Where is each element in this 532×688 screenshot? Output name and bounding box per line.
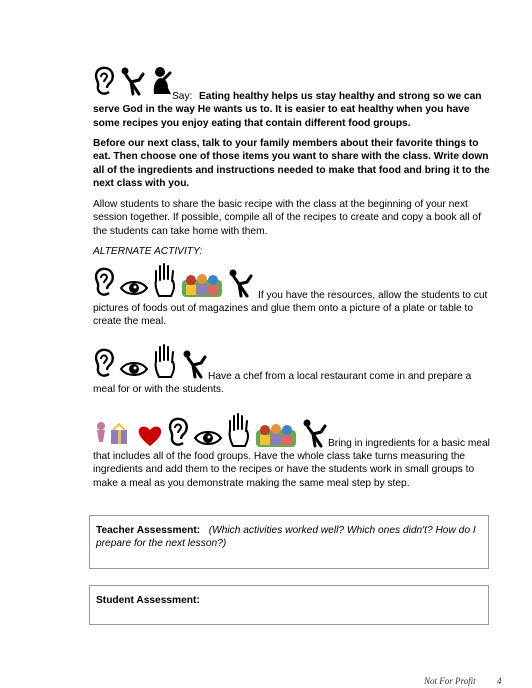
- footer-note: Not For Profit: [424, 676, 476, 686]
- ear-icon: [93, 266, 115, 298]
- teacher-assessment-content: [90, 516, 488, 551]
- stretch-icon: [181, 349, 207, 379]
- hand-icon: [153, 343, 177, 379]
- activity2-text: meal for or with the students.: [93, 384, 224, 395]
- teacher-assessment-hint: (Which activities worked well? Which ones didn't? How do I prepare for the next lesson?): [96, 525, 476, 550]
- say-prefix: Say:: [172, 91, 193, 102]
- share-recipe-instructions: Allow students to share the basic recipe with the class at the beginning of your next session together. If possible, compile all of the recipes to create and copy a book all of the students can take home with them.: [93, 199, 481, 237]
- gift-icon: [93, 418, 133, 448]
- homework-instructions: Before our next class, talk to your family members about their favorite things to eat. Then choose one of those items you want to share with the class. Write down all of the ingredients and instructions needed to make that food and bring it to the next class with you.: [93, 138, 490, 190]
- activity1-icons: [93, 262, 253, 298]
- group-icon: [255, 422, 297, 448]
- hand-icon: [153, 262, 177, 298]
- heart-icon: [137, 424, 163, 448]
- alternate-activity-heading: ALTERNATE ACTIVITY:: [93, 246, 203, 257]
- say-statement: [93, 90, 493, 130]
- activity1-text: pictures of foods out of magazines and glue them onto a picture of a plate or table to create the meal.: [93, 303, 474, 328]
- ear-icon: [167, 416, 189, 448]
- student-assessment-content: [90, 586, 488, 607]
- teacher-assessment-label: Teacher Assessment:: [96, 525, 201, 536]
- ear-icon: [93, 347, 115, 379]
- activity1-lead: If you have the resources, allow the students to cut: [258, 290, 488, 301]
- eye-icon: [119, 278, 149, 298]
- say-statement-text: Eating healthy helps us stay healthy and strong so we can serve God in the way He wants us to. It is easier to eat healthy when you have some recipes you enjoy eating that contain different food groups.: [93, 91, 482, 129]
- teacher-assessment-box[interactable]: [89, 515, 489, 569]
- activity3-icons: [93, 412, 327, 448]
- activity2-lead: Have a chef from a local restaurant come in and prepare a: [208, 371, 472, 382]
- activity3-text: that includes all of the food groups. Have the whole class take turns measuring the ingredients and add them to the recipes or have the students work in small groups to make a meal as you demonstrate making the same meal step by step.: [93, 451, 475, 489]
- activity2-icons: [93, 343, 207, 379]
- group-icon: [181, 272, 223, 298]
- eye-icon: [193, 428, 223, 448]
- eye-icon: [119, 359, 149, 379]
- activity3-lead: Bring in ingredients for a basic meal: [328, 438, 490, 449]
- student-assessment-label: Student Assessment:: [96, 595, 200, 606]
- hand-icon: [227, 412, 251, 448]
- stretch-icon: [301, 418, 327, 448]
- student-assessment-box[interactable]: [89, 585, 489, 625]
- page-number: 4: [497, 676, 502, 686]
- stretch-icon: [227, 268, 253, 298]
